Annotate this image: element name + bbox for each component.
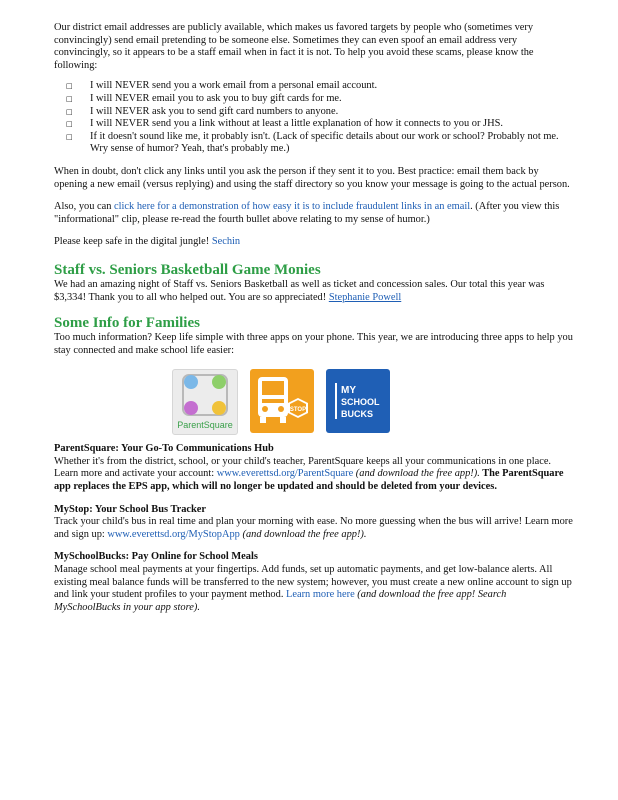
myschoolbucks-icon — [326, 369, 390, 433]
svg-text:MY: MY — [341, 385, 356, 397]
parentsquare-title: ParentSquare: Your Go-To Communications Hub — [54, 443, 274, 455]
list-item: □ I will NEVER send you a link without at least a little explanation of how it connects to you or JHS. — [66, 118, 503, 130]
best-practice-paragraph: When in doubt, don't click any links until you ask the person if they sent it to you. Best practice: email them back by opening a new email (versus replying) and using the staff directory so you know your message is going to the actual person. — [54, 165, 570, 190]
mystop-paragraph: Track your child's bus in real time and plan your morning with ease. No more guessing when the bus will arrive! Learn more and sign up: www.everettsd.org/MyStopApp (and download the free app!). — [54, 516, 573, 540]
sechin-link[interactable]: Sechin — [211, 236, 241, 248]
parentsquare-icon — [173, 370, 237, 434]
list-item: □ I will NEVER send you a work email from a personal email account. — [66, 80, 378, 92]
svg-text:BUCKS: BUCKS — [341, 409, 374, 420]
demo-link[interactable]: click here for a demonstration of how easy it is to include fraudulent links in an email — [114, 201, 471, 213]
basketball-paragraph: We had an amazing night of Staff vs. Seniors Basketball as well as ticket and concession sales. Our total this year was $3,334! Thank you to all who helped out. You are so appreciated! Stephanie Powell — [54, 278, 545, 303]
sign-off-paragraph: Please keep safe in the digital jungle! Sechin — [54, 236, 241, 248]
mystop-logo[interactable] — [250, 369, 314, 433]
msb-learn-more-link[interactable]: Learn more here — [286, 589, 355, 601]
list-item: □ I will NEVER email you to ask you to buy gift cards for me. — [66, 92, 342, 104]
parentsquare-link[interactable]: www.everettsd.org/ParentSquare — [216, 468, 354, 480]
list-item: □ If it doesn't sound like me, it probably isn't. (Lack of specific details about our work or school? Probably not me. Wry sense of humor? Yeah, that's probably me.) — [66, 130, 559, 155]
parentsquare-paragraph: Whether it's from the district, school, or your child's teacher, ParentSquare keeps all your communications in one place. Learn more and activate your account: www.everettsd.org/ParentSquare (and download the free app!). The ParentSquare app replaces the EPS app, which will no longer be updated and should be deleted from your devices. — [54, 455, 564, 493]
svg-text:ParentSquare: ParentSquare — [177, 420, 233, 431]
families-heading: Some Info for Families — [54, 315, 200, 332]
bullet-icon: □ — [66, 107, 73, 116]
school-bus-icon — [250, 369, 314, 433]
basketball-heading: Staff vs. Seniors Basketball Game Monies — [54, 261, 321, 278]
list-item: □ I will NEVER ask you to send gift card numbers to anyone. — [66, 105, 339, 117]
svg-text:STOP: STOP — [289, 407, 307, 414]
parentsquare-logo[interactable] — [172, 369, 238, 435]
app-logos — [172, 369, 574, 435]
msb-paragraph: Manage school meal payments at your fingertips. Add funds, set up automatic payments, and get low-balance alerts. All existing meal balance funds will be transferred to the new system; however, you must create a new online account to sign up and link your student profiles to your payment method. Learn more here (and download the free app! Search MySchoolBucks in your app store). — [54, 564, 572, 613]
security-bullet-list — [54, 80, 574, 156]
bullet-icon: □ — [66, 82, 73, 91]
msb-title: MySchoolBucks: Pay Online for School Meals — [54, 551, 258, 563]
mystop-title: MyStop: Your School Bus Tracker — [54, 503, 207, 515]
bullet-icon: □ — [66, 94, 73, 103]
bullet-icon: □ — [66, 132, 73, 141]
myschoolbucks-logo[interactable] — [326, 369, 390, 433]
bullet-icon: □ — [66, 120, 73, 129]
svg-text:SCHOOL: SCHOOL — [341, 397, 380, 408]
stephanie-powell-link[interactable]: Stephanie Powell — [328, 291, 402, 303]
families-paragraph: Too much information? Keep life simple with three apps on your phone. This year, we are introducing three apps to help you stay connected and make school life easier: — [54, 332, 573, 356]
demo-paragraph: Also, you can click here for a demonstration of how easy it is to include fraudulent links in an email. (After you view this "informational" clip, please re-read the fourth bullet above relating to my sense of humor.) — [54, 201, 560, 225]
intro-paragraph: Our district email addresses are publicly available, which makes us favored targets by people who (sometimes very convincingly) send email pretending to be someone else. Sometimes they can even spoof an email address very convincingly, so it appears to be a staff email when in fact it is not. To help you avoid these scams, please know the following: — [54, 22, 534, 71]
mystop-link[interactable]: www.everettsd.org/MyStopApp — [107, 528, 240, 540]
newsletter-page — [54, 22, 574, 614]
